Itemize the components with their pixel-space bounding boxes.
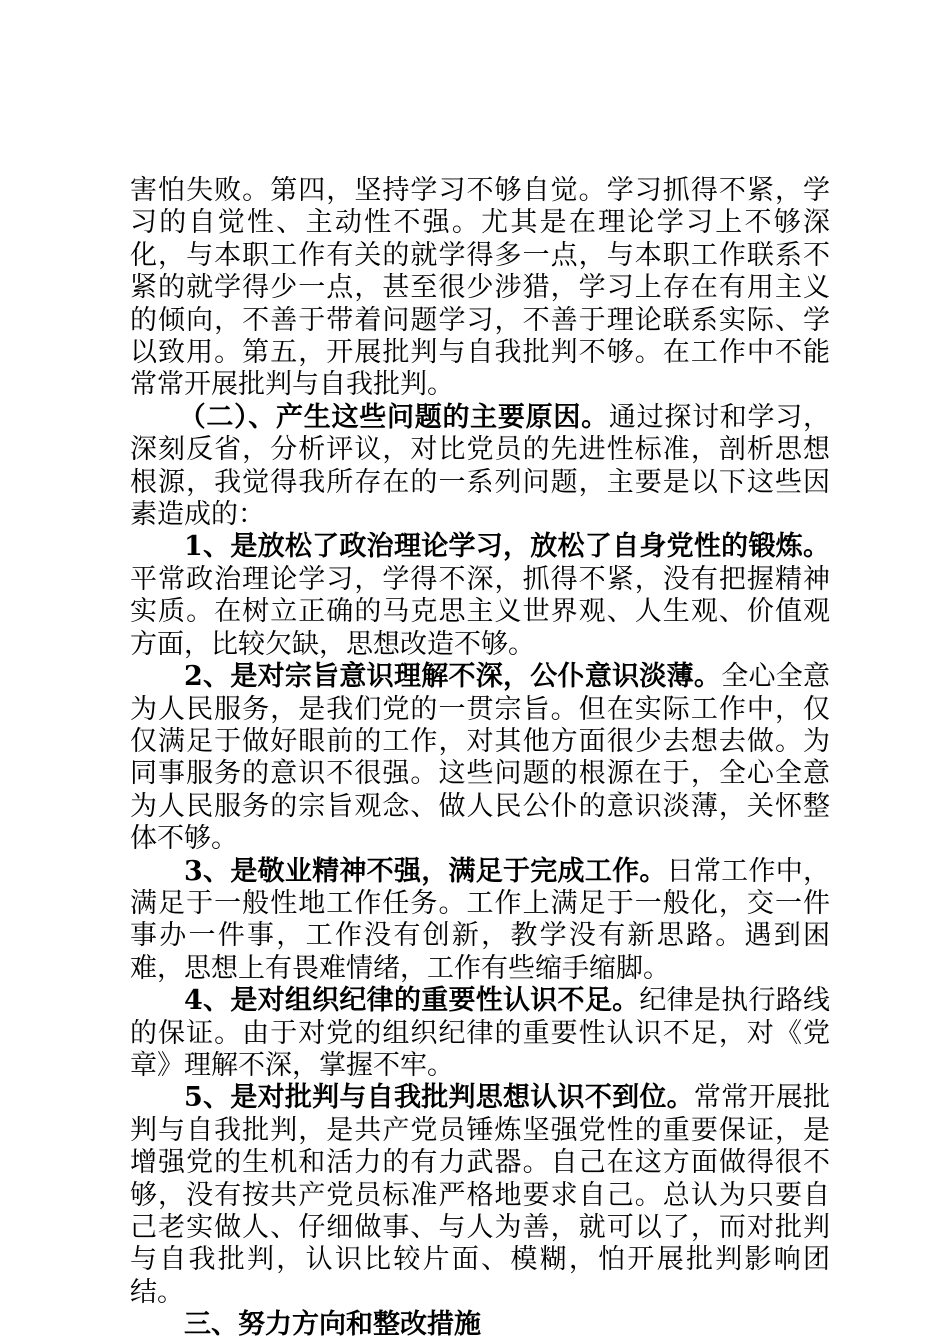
cause-2-text: 全心全意为人民服务，是我们党的一贯宗旨。但在实际工作中，仅仅满足于做好眼前的工作，对其他方面很少去想去做。为同事服务的意识不很强。这些问题的根源在于，全心全意为人民服务的宗旨观念、做人民公仆的意识淡薄，关怀整体不够。 [130, 661, 830, 855]
section-heading-measures: 三、努力方向和整改措施 [184, 1309, 481, 1341]
paragraph-6 [130, 985, 830, 1082]
paragraph-7 [130, 1082, 830, 1309]
paragraph-2 [130, 402, 830, 532]
paragraph-5 [130, 856, 830, 986]
paragraph-3 [130, 531, 830, 661]
section-heading-causes: （二）、产生这些问题的主要原因。 [178, 401, 609, 433]
paragraph-1-text: 害怕失败。第四，坚持学习不够自觉。学习抓得不紧，学习的自觉性、主动性不强。尤其是在理论学习上不够深化，与本职工作有关的就学得多一点，与本职工作联系不紧的就学得少一点，甚至很少涉猎，学习上存在有用主义的倾向，不善于带着问题学习，不善于理论联系实际、学以致用。第五，开展批判与自我批判不够。在工作中不能常常开展批判与自我批判。 [130, 175, 830, 401]
paragraph-1 [130, 175, 830, 402]
cause-5-heading: 5、是对批判与自我批判思想认识不到位。 [184, 1082, 694, 1114]
paragraph-4 [130, 661, 830, 855]
cause-2-heading: 2、是对宗旨意识理解不深，公仆意识淡薄。 [184, 661, 722, 693]
document-page [130, 175, 830, 1342]
cause-4-heading: 4、是对组织纪律的重要性认识不足。 [184, 985, 640, 1017]
paragraph-2-text: 通过探讨和学习，深刻反省，分析评议，对比党员的先进性标准，剖析思想根源，我觉得我所存在的一系列问题，主要是以下这些因素造成的： [130, 401, 831, 531]
cause-3-heading: 3、是敬业精神不强，满足于完成工作。 [184, 855, 667, 887]
cause-1-heading: 1、是放松了政治理论学习，放松了自身党性的锻炼。 [184, 531, 830, 563]
cause-5-text: 常常开展批判与自我批判，是共产党员锤炼坚强党性的重要保证，是增强党的生机和活力的有力武器。自己在这方面做得很不够，没有按共产党员标准严格地要求自己。总认为只要自己老实做人、仔细做事、与人为善，就可以了，而对批判与自我批判，认识比较片面、模糊，怕开展批判影响团结。 [130, 1082, 831, 1308]
cause-1-text: 平常政治理论学习，学得不深，抓得不紧，没有把握精神实质。在树立正确的马克思主义世界观、人生观、价值观方面，比较欠缺，思想改造不够。 [130, 563, 830, 660]
cause-3-text: 日常工作中，满足于一般性地工作任务。工作上满足于一般化，交一件事办一件事，工作没有创新，教学没有新思路。遇到困难，思想上有畏难情绪，工作有些缩手缩脚。 [130, 855, 830, 984]
cause-4-text: 纪律是执行路线的保证。由于对党的组织纪律的重要性认识不足，对《党章》理解不深，掌握不牢。 [130, 985, 830, 1081]
